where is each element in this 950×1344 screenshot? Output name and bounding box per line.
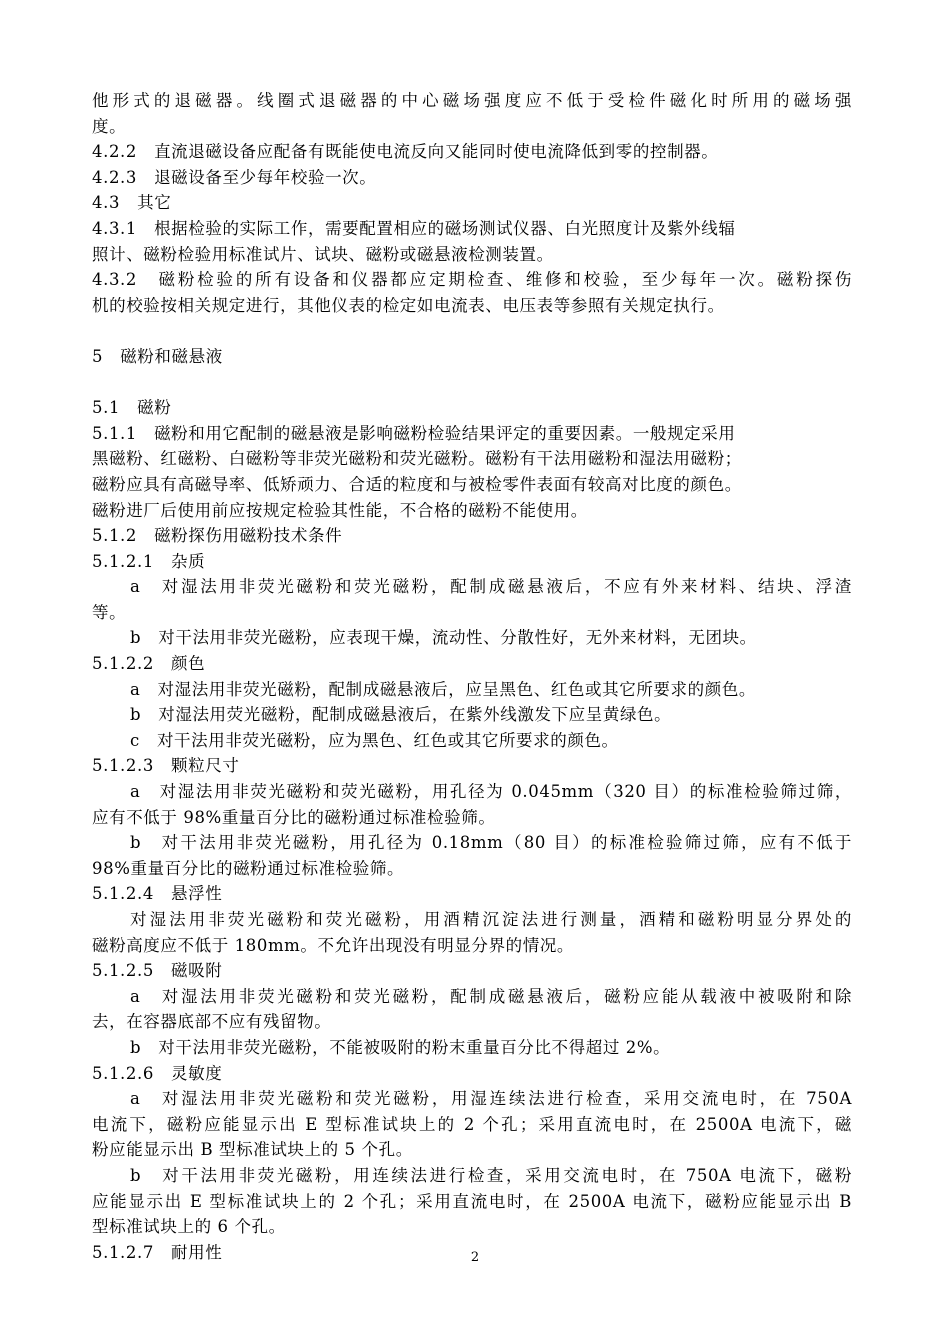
- clause-5-1-2-6: 5.1.2.6 灵敏度: [92, 1063, 223, 1083]
- clause-5-1-2-2: 5.1.2.2 颜色: [92, 654, 206, 674]
- clause-5-1-2-7: 5.1.2.7 耐用性: [92, 1242, 223, 1262]
- item-b: b 对干法用非荧光磁粉，应表现干燥，流动性、分散性好，无外来材料，无团块。: [130, 628, 757, 648]
- blank-line: [92, 370, 852, 396]
- text-line: 粉应能显示出 B 型标准试块上的 5 个孔。: [92, 1140, 413, 1160]
- item-a: a 对湿法用非荧光磁粉，配制成磁悬液后，应呈黑色、红色或其它所要求的颜色。: [130, 679, 757, 699]
- item-b: b 对干法用非荧光磁粉，用孔径为 0.18mm（80 目）的标准检验筛过筛，应有不低于: [130, 833, 852, 853]
- item-a: a 对湿法用非荧光磁粉和荧光磁粉，配制成磁悬液后，磁粉应能从载液中被吸附和除: [130, 986, 852, 1006]
- item-a: a 对湿法用非荧光磁粉和荧光磁粉，用孔径为 0.045mm（320 目）的标准检验筛过筛，: [130, 782, 852, 802]
- clause-5-1-2: 5.1.2 磁粉探伤用磁粉技术条件: [92, 526, 343, 546]
- clause-5-1-2-1: 5.1.2.1 杂质: [92, 551, 206, 571]
- text-line: 应能显示出 E 型标准试块上的 2 个孔；采用直流电时，在 2500A 电流下，磁粉应能显示出 B: [92, 1191, 852, 1211]
- text-line: 磁粉高度应不低于 180mm。不允许出现没有明显分界的情况。: [92, 935, 575, 955]
- blank-line: [92, 318, 852, 344]
- clause-5-1-2-4: 5.1.2.4 悬浮性: [92, 884, 223, 904]
- item-c: c 对干法用非荧光磁粉，应为黑色、红色或其它所要求的颜色。: [130, 730, 619, 750]
- item-a: a 对湿法用非荧光磁粉和荧光磁粉，配制成磁悬液后，不应有外来材料、结块、浮渣: [130, 577, 852, 597]
- text-line: 对湿法用非荧光磁粉和荧光磁粉，用酒精沉淀法进行测量，酒精和磁粉明显分界处的: [130, 910, 852, 929]
- text-line: 磁粉应具有高磁导率、低矫顽力、合适的粒度和与被检零件表面有较高对比度的颜色。: [92, 474, 742, 494]
- clause-4-2-3: 4.2.3 退磁设备至少每年校验一次。: [92, 167, 377, 187]
- text-line: 度。: [92, 116, 127, 136]
- clause-5-1-1: 5.1.1 磁粉和用它配制的磁悬液是影响磁粉检验结果评定的重要因素。一般规定采用: [92, 423, 736, 443]
- item-b: b 对干法用非荧光磁粉，不能被吸附的粉末重量百分比不得超过 2%。: [130, 1037, 671, 1057]
- text-line: 照计、磁粉检验用标准试片、试块、磁粉或磁悬液检测装置。: [92, 244, 554, 264]
- text-line: 机的校验按相关规定进行，其他仪表的检定如电流表、电压表等参照有关规定执行。: [92, 295, 725, 315]
- clause-5-1-2-3: 5.1.2.3 颗粒尺寸: [92, 756, 240, 776]
- text-line: 应有不低于 98%重量百分比的磁粉通过标准检验筛。: [92, 807, 496, 827]
- page-number: 2: [470, 1250, 480, 1265]
- text-line: 98%重量百分比的磁粉通过标准检验筛。: [92, 858, 405, 878]
- text-line: 等。: [92, 602, 127, 622]
- clause-5-1-2-5: 5.1.2.5 磁吸附: [92, 961, 223, 981]
- section-heading-4-3: 4.3 其它: [92, 193, 172, 213]
- text-line: 去，在容器底部不应有残留物。: [92, 1012, 332, 1032]
- item-a: a 对湿法用非荧光磁粉和荧光磁粉，用湿连续法进行检查，采用交流电时，在 750A: [130, 1089, 852, 1109]
- text-line: 他形式的退磁器。线圈式退磁器的中心磁场强度应不低于受检件磁化时所用的磁场强: [92, 91, 852, 110]
- clause-4-2-2: 4.2.2 直流退磁设备应配备有既能使电流反向又能同时使电流降低到零的控制器。: [92, 142, 719, 162]
- clause-4-3-2: 4.3.2 磁粉检验的所有设备和仪器都应定期检查、维修和校验，至少每年一次。磁粉探伤: [92, 270, 852, 290]
- document-body: [92, 88, 852, 1265]
- text-line: 型标准试块上的 6 个孔。: [92, 1217, 286, 1237]
- text-line: 黑磁粉、红磁粉、白磁粉等非荧光磁粉和荧光磁粉。磁粉有干法用磁粉和湿法用磁粉；: [92, 449, 742, 469]
- item-b: b 对湿法用荧光磁粉，配制成磁悬液后，在紫外线激发下应呈黄绿色。: [130, 705, 672, 725]
- text-line: 磁粉进厂后使用前应按规定检验其性能，不合格的磁粉不能使用。: [92, 500, 588, 520]
- section-heading-5-1: 5.1 磁粉: [92, 398, 172, 418]
- chapter-heading-5: 5 磁粉和磁悬液: [92, 346, 223, 366]
- text-line: 电流下，磁粉应能显示出 E 型标准试块上的 2 个孔；采用直流电时，在 2500A 电流下，磁: [92, 1114, 852, 1134]
- clause-4-3-1: 4.3.1 根据检验的实际工作，需要配置相应的磁场测试仪器、白光照度计及紫外线辐: [92, 218, 736, 238]
- item-b: b 对干法用非荧光磁粉，用连续法进行检查，采用交流电时，在 750A 电流下，磁粉: [130, 1165, 852, 1185]
